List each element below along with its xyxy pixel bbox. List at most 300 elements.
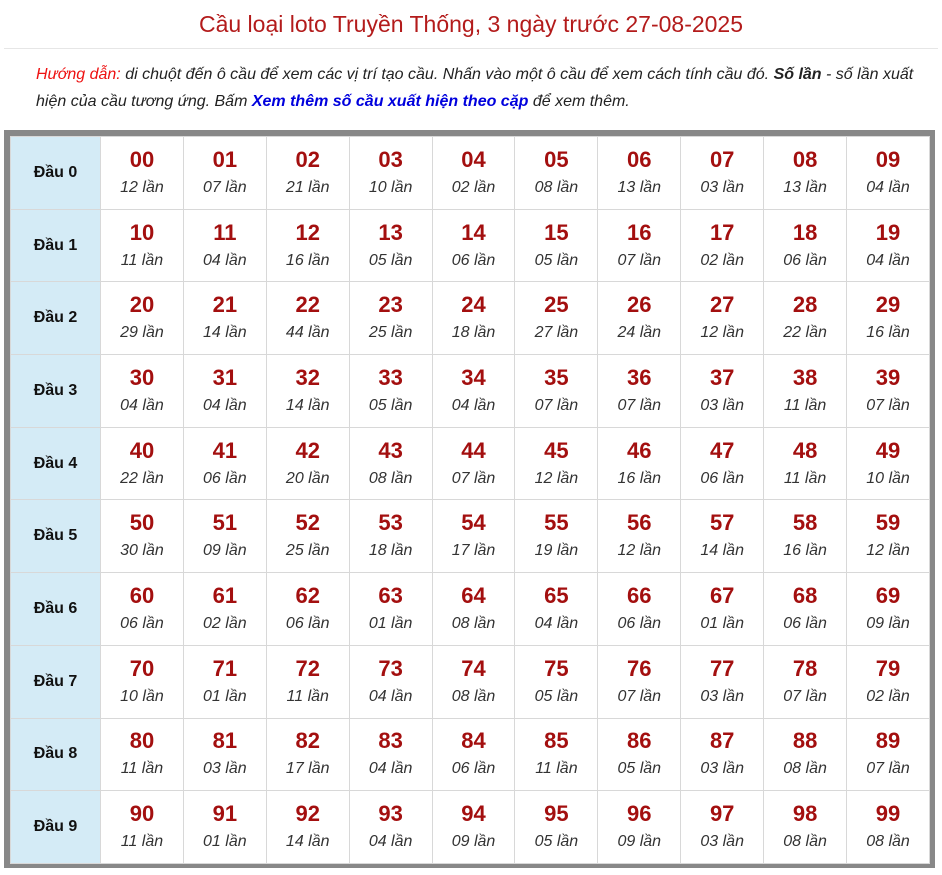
cau-cell[interactable]: [432, 573, 515, 646]
cau-number: 28: [792, 292, 818, 318]
cau-count: 04 lần: [451, 396, 496, 414]
cau-cell[interactable]: [598, 573, 681, 646]
cau-cell[interactable]: [349, 573, 432, 646]
cau-cell[interactable]: [101, 645, 184, 718]
cau-count: 01 lần: [700, 614, 744, 632]
cau-number: 56: [627, 510, 652, 536]
table-row: [11, 282, 930, 355]
guide-bold-term: Số lần: [773, 66, 822, 83]
cau-cell[interactable]: [598, 645, 681, 718]
cau-number: 09: [875, 146, 901, 172]
cau-cell[interactable]: [515, 282, 598, 355]
cau-count: 30 lần: [120, 542, 164, 560]
cau-cell[interactable]: [101, 355, 184, 428]
cau-number: 83: [378, 728, 403, 754]
cau-number: 69: [875, 582, 901, 608]
cau-cell[interactable]: [764, 573, 847, 646]
cau-count: 21 lần: [285, 178, 330, 196]
cau-count: 08 lần: [368, 469, 413, 487]
cau-cell[interactable]: [764, 209, 847, 282]
cau-cell[interactable]: [101, 791, 184, 864]
cau-cell[interactable]: [847, 573, 930, 646]
cau-cell[interactable]: [266, 645, 349, 718]
cau-number: 07: [709, 146, 735, 172]
cau-cell[interactable]: [681, 718, 764, 791]
cau-number: 18: [792, 219, 818, 245]
cau-cell[interactable]: [183, 355, 266, 428]
cau-count: 06 lần: [783, 614, 827, 632]
loto-table: [10, 136, 930, 864]
cau-cell[interactable]: [681, 137, 764, 210]
cau-number: 03: [378, 146, 403, 172]
cau-count: 07 lần: [866, 396, 910, 414]
cau-cell[interactable]: [101, 500, 184, 573]
table-row: [11, 573, 930, 646]
cau-count: 44 lần: [285, 324, 330, 342]
cau-cell[interactable]: [349, 645, 432, 718]
cau-number: 89: [875, 728, 901, 754]
instructions: [0, 49, 942, 117]
cau-count: 01 lần: [203, 687, 247, 705]
cau-number: 63: [378, 582, 403, 608]
table-row: [11, 427, 930, 500]
cau-count: 04 lần: [866, 251, 910, 269]
row-head: Đầu 3: [11, 355, 101, 428]
table-row: [11, 791, 930, 864]
cau-count: 04 lần: [534, 614, 579, 632]
cau-number: 22: [295, 292, 320, 318]
guide-text-1: di chuột đến ô cầu để xem các vị trí tạo cầu. Nhấn vào một ô cầu để xem cách tính cầu đó.: [120, 66, 774, 83]
cau-count: 13 lần: [783, 178, 827, 196]
cau-cell[interactable]: [266, 282, 349, 355]
cau-number: 67: [709, 582, 735, 608]
cau-count: 25 lần: [285, 542, 330, 560]
cau-count: 05 lần: [534, 251, 579, 269]
cau-number: 43: [378, 437, 403, 463]
cau-number: 62: [295, 582, 320, 608]
cau-cell[interactable]: [432, 791, 515, 864]
cau-count: 16 lần: [285, 251, 330, 269]
cau-cell[interactable]: [764, 282, 847, 355]
cau-cell[interactable]: [681, 791, 764, 864]
cau-cell[interactable]: [101, 427, 184, 500]
cau-cell[interactable]: [681, 645, 764, 718]
cau-number: 05: [544, 146, 569, 172]
cau-count: 07 lần: [203, 178, 247, 196]
cau-number: 60: [129, 582, 155, 608]
cau-count: 10 lần: [866, 469, 910, 487]
cau-count: 09 lần: [617, 833, 662, 851]
cau-number: 64: [461, 582, 486, 608]
cau-count: 07 lần: [866, 760, 910, 778]
cau-count: 11 lần: [535, 760, 578, 778]
cau-count: 14 lần: [203, 324, 247, 342]
cau-number: 30: [129, 364, 155, 390]
cau-number: 75: [544, 655, 569, 681]
cau-cell[interactable]: [847, 137, 930, 210]
cau-number: 71: [212, 655, 238, 681]
row-head: Đầu 0: [11, 137, 101, 210]
cau-cell[interactable]: [101, 209, 184, 282]
cau-number: 36: [627, 364, 652, 390]
cau-number: 39: [875, 364, 901, 390]
cau-number: 52: [295, 510, 320, 536]
cau-count: 20 lần: [285, 469, 330, 487]
cau-cell[interactable]: [349, 500, 432, 573]
cau-count: 05 lần: [534, 833, 579, 851]
cau-cell[interactable]: [183, 791, 266, 864]
guide-text-2: - số lần xuất hiện của cầu tương ứng. Bấm: [36, 66, 914, 110]
cau-cell[interactable]: [432, 137, 515, 210]
cau-cell[interactable]: [432, 282, 515, 355]
cau-count: 29 lần: [120, 324, 164, 342]
cau-cell[interactable]: [764, 791, 847, 864]
cau-number: 87: [709, 728, 735, 754]
cau-count: 06 lần: [120, 614, 164, 632]
cau-count: 14 lần: [285, 833, 330, 851]
cau-number: 21: [212, 292, 238, 318]
cau-count: 14 lần: [285, 396, 330, 414]
cau-number: 23: [378, 292, 403, 318]
cau-cell[interactable]: [681, 500, 764, 573]
cau-number: 97: [709, 801, 735, 827]
cau-count: 08 lần: [783, 760, 827, 778]
cau-number: 98: [792, 801, 818, 827]
cau-number: 51: [212, 510, 238, 536]
cau-number: 48: [792, 437, 818, 463]
row-head: Đầu 8: [11, 718, 101, 791]
cau-count: 03 lần: [203, 760, 247, 778]
cau-count: 04 lần: [203, 251, 247, 269]
cau-cell[interactable]: [598, 500, 681, 573]
cau-cell[interactable]: [764, 355, 847, 428]
cau-cell[interactable]: [432, 355, 515, 428]
cau-number: 95: [544, 801, 569, 827]
cau-cell[interactable]: [847, 645, 930, 718]
cau-count: 09 lần: [866, 614, 910, 632]
cau-count: 22 lần: [120, 469, 164, 487]
cau-cell[interactable]: [847, 791, 930, 864]
cau-number: 59: [875, 510, 901, 536]
cau-number: 74: [461, 655, 486, 681]
cau-number: 65: [544, 582, 569, 608]
table-row: [11, 718, 930, 791]
cau-cell[interactable]: [349, 427, 432, 500]
cau-number: 61: [212, 582, 238, 608]
cau-cell[interactable]: [764, 500, 847, 573]
cau-count: 10 lần: [368, 178, 413, 196]
cau-cell[interactable]: [847, 282, 930, 355]
cau-count: 03 lần: [700, 833, 744, 851]
cau-number: 26: [627, 292, 652, 318]
cau-cell[interactable]: [349, 718, 432, 791]
cau-count: 04 lần: [203, 396, 247, 414]
cau-cell[interactable]: [847, 209, 930, 282]
cau-cell[interactable]: [349, 791, 432, 864]
cau-number: 13: [378, 219, 403, 245]
row-head: Đầu 6: [11, 573, 101, 646]
row-head: Đầu 2: [11, 282, 101, 355]
cau-count: 24 lần: [617, 324, 662, 342]
cau-count: 12 lần: [120, 178, 164, 196]
cau-number: 12: [295, 219, 320, 245]
cau-number: 80: [129, 728, 155, 754]
cau-count: 18 lần: [368, 542, 413, 560]
cau-cell[interactable]: [101, 137, 184, 210]
cau-count: 11 lần: [783, 396, 827, 414]
cau-cell[interactable]: [764, 718, 847, 791]
cau-cell[interactable]: [764, 137, 847, 210]
cau-count: 06 lần: [285, 614, 330, 632]
cau-number: 54: [461, 510, 486, 536]
cau-count: 02 lần: [451, 178, 496, 196]
cau-number: 55: [544, 510, 569, 536]
cau-cell[interactable]: [101, 282, 184, 355]
cau-cell[interactable]: [847, 427, 930, 500]
cau-cell[interactable]: [515, 355, 598, 428]
see-more-pairs-link[interactable]: Xem thêm số cầu xuất hiện theo cặp: [251, 93, 529, 110]
cau-number: 92: [295, 801, 320, 827]
cau-cell[interactable]: [681, 355, 764, 428]
cau-cell[interactable]: [432, 500, 515, 573]
cau-cell[interactable]: [349, 209, 432, 282]
page-title: Cầu loại loto Truyền Thống, 3 ngày trước 27-08-2025: [198, 10, 744, 37]
cau-cell[interactable]: [183, 500, 266, 573]
cau-number: 58: [792, 510, 818, 536]
cau-count: 07 lần: [617, 396, 662, 414]
cau-cell[interactable]: [681, 282, 764, 355]
cau-count: 16 lần: [783, 542, 827, 560]
cau-count: 14 lần: [700, 542, 744, 560]
row-head: Đầu 7: [11, 645, 101, 718]
cau-number: 44: [461, 437, 486, 463]
cau-count: 12 lần: [534, 469, 579, 487]
cau-count: 03 lần: [700, 178, 744, 196]
cau-count: 05 lần: [617, 760, 662, 778]
cau-number: 34: [461, 364, 486, 390]
cau-cell[interactable]: [598, 718, 681, 791]
row-head: Đầu 1: [11, 209, 101, 282]
cau-cell[interactable]: [432, 427, 515, 500]
table-row: [11, 137, 930, 210]
cau-cell[interactable]: [515, 791, 598, 864]
cau-cell[interactable]: [515, 209, 598, 282]
cau-number: 41: [212, 437, 238, 463]
cau-cell[interactable]: [432, 718, 515, 791]
cau-number: 46: [627, 437, 652, 463]
cau-cell[interactable]: [681, 427, 764, 500]
cau-count: 22 lần: [783, 324, 827, 342]
table-row: [11, 500, 930, 573]
cau-cell[interactable]: [598, 355, 681, 428]
cau-count: 10 lần: [120, 687, 164, 705]
cau-number: 42: [295, 437, 320, 463]
cau-cell[interactable]: [515, 718, 598, 791]
cau-cell[interactable]: [349, 137, 432, 210]
cau-count: 16 lần: [866, 324, 910, 342]
cau-count: 02 lần: [700, 251, 744, 269]
cau-count: 05 lần: [534, 687, 579, 705]
cau-number: 73: [378, 655, 403, 681]
cau-count: 04 lần: [866, 178, 910, 196]
cau-cell[interactable]: [101, 573, 184, 646]
cau-number: 91: [212, 801, 238, 827]
cau-number: 11: [213, 219, 237, 245]
cau-cell[interactable]: [515, 500, 598, 573]
cau-cell[interactable]: [681, 209, 764, 282]
cau-number: 38: [792, 364, 818, 390]
cau-number: 00: [129, 146, 155, 172]
row-head: Đầu 9: [11, 791, 101, 864]
cau-number: 99: [875, 801, 901, 827]
cau-cell[interactable]: [598, 282, 681, 355]
cau-cell[interactable]: [515, 573, 598, 646]
cau-count: 11 lần: [783, 469, 827, 487]
table-row: [11, 645, 930, 718]
cau-cell[interactable]: [266, 500, 349, 573]
cau-count: 04 lần: [368, 760, 413, 778]
cau-count: 11 lần: [120, 760, 164, 778]
cau-count: 19 lần: [534, 542, 579, 560]
cau-cell[interactable]: [183, 137, 266, 210]
cau-number: 45: [544, 437, 569, 463]
cau-count: 04 lần: [368, 687, 413, 705]
cau-number: 90: [129, 801, 155, 827]
cau-number: 70: [129, 655, 155, 681]
cau-cell[interactable]: [432, 209, 515, 282]
cau-cell[interactable]: [847, 718, 930, 791]
cau-cell[interactable]: [183, 645, 266, 718]
cau-count: 17 lần: [451, 542, 496, 560]
cau-number: 37: [709, 364, 735, 390]
cau-cell[interactable]: [681, 573, 764, 646]
cau-number: 84: [461, 728, 486, 754]
cau-number: 79: [875, 655, 901, 681]
cau-cell[interactable]: [183, 282, 266, 355]
cau-cell[interactable]: [266, 427, 349, 500]
cau-count: 11 lần: [286, 687, 329, 705]
cau-count: 06 lần: [617, 614, 662, 632]
cau-count: 16 lần: [617, 469, 662, 487]
cau-count: 27 lần: [534, 324, 579, 342]
cau-cell[interactable]: [764, 645, 847, 718]
cau-number: 68: [792, 582, 818, 608]
cau-cell[interactable]: [266, 718, 349, 791]
cau-count: 01 lần: [203, 833, 247, 851]
cau-cell[interactable]: [598, 137, 681, 210]
guide-label: Hướng dẫn:: [36, 66, 121, 83]
cau-number: 50: [129, 510, 155, 536]
cau-count: 06 lần: [451, 251, 496, 269]
cau-cell[interactable]: [183, 718, 266, 791]
cau-cell[interactable]: [598, 791, 681, 864]
cau-count: 11 lần: [120, 833, 164, 851]
cau-number: 82: [295, 728, 320, 754]
cau-cell[interactable]: [847, 355, 930, 428]
cau-number: 08: [792, 146, 818, 172]
cau-number: 72: [295, 655, 320, 681]
cau-number: 47: [709, 437, 735, 463]
cau-count: 12 lần: [866, 542, 910, 560]
cau-cell[interactable]: [101, 718, 184, 791]
cau-count: 06 lần: [203, 469, 247, 487]
cau-cell[interactable]: [515, 645, 598, 718]
cau-number: 25: [544, 292, 569, 318]
cau-count: 07 lần: [617, 687, 662, 705]
cau-number: 04: [461, 146, 486, 172]
cau-count: 06 lần: [451, 760, 496, 778]
cau-number: 16: [627, 219, 652, 245]
cau-count: 17 lần: [285, 760, 330, 778]
cau-number: 10: [129, 219, 155, 245]
cau-number: 40: [129, 437, 155, 463]
table-row: [11, 209, 930, 282]
cau-count: 07 lần: [617, 251, 662, 269]
cau-number: 76: [627, 655, 652, 681]
loto-board: [4, 130, 935, 868]
cau-cell[interactable]: [183, 573, 266, 646]
cau-number: 93: [378, 801, 403, 827]
cau-count: 05 lần: [368, 251, 413, 269]
cau-number: 02: [295, 146, 320, 172]
cau-count: 02 lần: [866, 687, 910, 705]
cau-cell[interactable]: [266, 573, 349, 646]
cau-number: 96: [627, 801, 652, 827]
cau-number: 86: [627, 728, 652, 754]
cau-cell[interactable]: [432, 645, 515, 718]
cau-count: 05 lần: [368, 396, 413, 414]
cau-count: 13 lần: [617, 178, 662, 196]
cau-cell[interactable]: [598, 209, 681, 282]
cau-number: 20: [129, 292, 155, 318]
cau-count: 08 lần: [451, 614, 496, 632]
cau-count: 08 lần: [866, 833, 910, 851]
cau-cell[interactable]: [515, 427, 598, 500]
cau-count: 03 lần: [700, 687, 744, 705]
cau-cell[interactable]: [598, 427, 681, 500]
cau-count: 07 lần: [534, 396, 579, 414]
cau-cell[interactable]: [266, 209, 349, 282]
cau-number: 94: [461, 801, 486, 827]
cau-number: 57: [709, 510, 735, 536]
cau-number: 53: [378, 510, 403, 536]
cau-cell[interactable]: [349, 282, 432, 355]
cau-count: 12 lần: [700, 324, 744, 342]
cau-cell[interactable]: [266, 137, 349, 210]
cau-number: 85: [544, 728, 569, 754]
cau-count: 03 lần: [700, 760, 744, 778]
cau-number: 29: [875, 292, 901, 318]
cau-number: 14: [461, 219, 486, 245]
guide-text-3: để xem thêm.: [528, 93, 630, 110]
cau-cell[interactable]: [183, 209, 266, 282]
cau-cell[interactable]: [515, 137, 598, 210]
cau-cell[interactable]: [266, 791, 349, 864]
cau-number: 78: [792, 655, 818, 681]
cau-cell[interactable]: [847, 500, 930, 573]
cau-number: 32: [295, 364, 320, 390]
cau-cell[interactable]: [764, 427, 847, 500]
cau-count: 08 lần: [783, 833, 827, 851]
cau-number: 88: [792, 728, 818, 754]
cau-number: 31: [212, 364, 238, 390]
loto-grid: [11, 137, 930, 864]
cau-count: 04 lần: [368, 833, 413, 851]
cau-number: 01: [212, 146, 238, 172]
cau-cell[interactable]: [266, 355, 349, 428]
cau-cell[interactable]: [183, 427, 266, 500]
cau-cell[interactable]: [349, 355, 432, 428]
